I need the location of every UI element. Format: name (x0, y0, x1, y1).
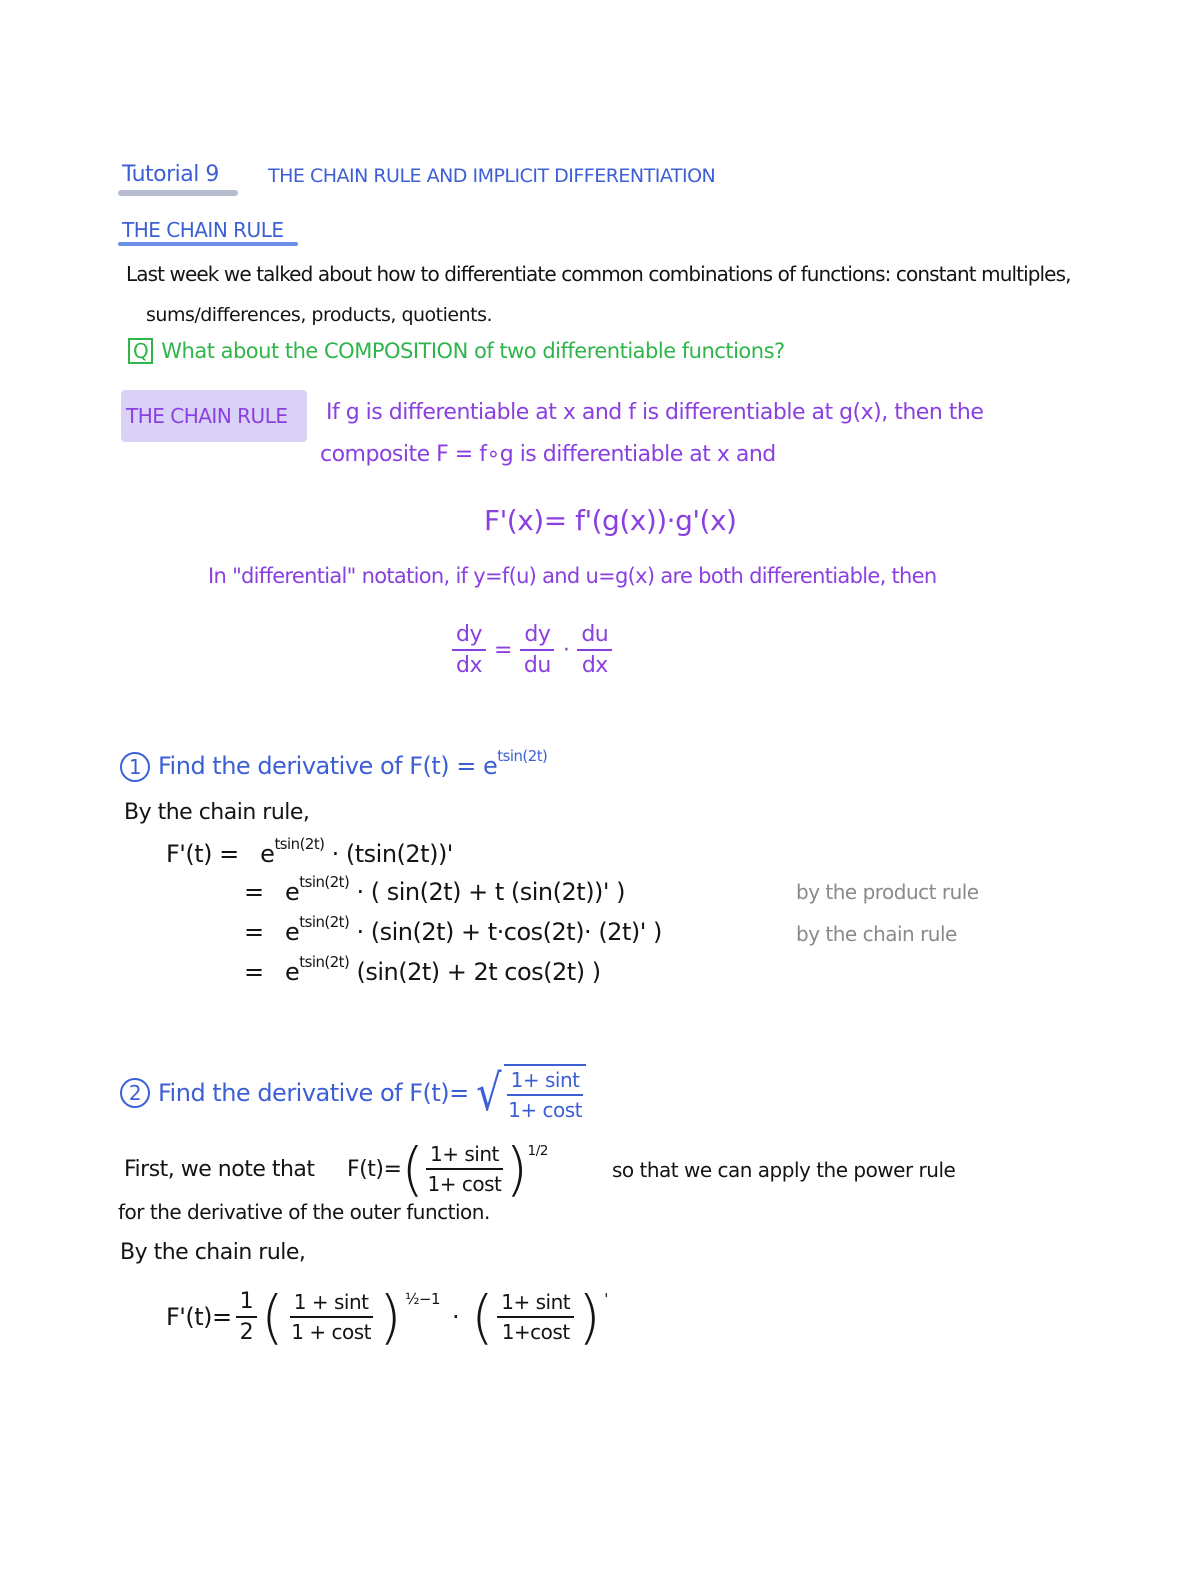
leibniz-formula (452, 622, 612, 678)
intro-line-2: sums/differences, products, quotients. (146, 304, 493, 326)
p1-line-3: = $e^{tsin(2t)} \cdot (\sin(2t) + t\cdot\cos(2t)\cdot (2t)'$ ) (244, 913, 662, 946)
problem-2-prompt: 2 Find the derivative of F(t)= √ $\frac{1+ \sin t}{1+ \cos t}$ (120, 1064, 586, 1122)
section-heading: THE CHAIN RULE (122, 218, 284, 242)
question-marker: Q (128, 338, 153, 364)
problem-2-number: 2 (120, 1078, 150, 1108)
sqrt-expression: √ $\frac{1+ \sin t}{1+ \cos t}$ (473, 1064, 586, 1122)
theorem-line-1: If g is differentiable at x and f is differentiable at g(x), then the (326, 400, 984, 425)
page-title: THE CHAIN RULE AND IMPLICIT DIFFERENTIATION (268, 165, 716, 187)
problem-1-prompt: 1 Find the derivative of $F(t) = e^{tsin(2t)}$ (120, 752, 547, 782)
p2-outer-function-note: for the derivative of the outer function. (118, 1200, 490, 1224)
p1-note-product-rule: by the product rule (796, 880, 979, 904)
dy-dx-fraction: $\frac{dy}{dx}$ (452, 622, 486, 678)
equals-sign: = (493, 637, 512, 663)
p2-final-formula: F'(t)= $\frac{1}{2}$ ( $\frac{1 + \sin t}{1 + \cos t}$ ) $^{\frac{1}{2}-1}$ · ( $\frac{1+ \sin t}{1+\cos t}$ ) ' (166, 1283, 608, 1351)
question-line (128, 338, 785, 364)
leibniz-intro: In "differential" notation, if y=f(u) and u=g(x) are both differentiable, then (208, 564, 937, 588)
du-dx-fraction: $\frac{du}{dx}$ (577, 622, 612, 678)
p2-first-note: First, we note that F(t)= ( $\frac{1+ \sin t}{1+ \cos t}$ ) $^{1/2}$ (124, 1135, 548, 1203)
p2-by-rule: By the chain rule, (120, 1240, 306, 1265)
theorem-line-2: composite F = f∘g is differentiable at x and (320, 442, 776, 467)
dy-du-fraction: $\frac{dy}{du}$ (520, 622, 555, 678)
multiply-dot: · (562, 637, 570, 663)
p1-line-2: = $e^{tsin(2t)}$ · ( sin(2t) + t (sin(2t))' ) (244, 873, 626, 906)
p1-line-1: F'(t) = $e^{tsin(2t)} \cdot (tsin(2t))'$ (166, 835, 453, 868)
tutorial-underline (118, 190, 238, 196)
problem-1-exponent: tsin(2t) (497, 747, 548, 766)
radical-sign: √ (475, 1064, 501, 1122)
problem-1-number: 1 (120, 752, 150, 782)
theorem-label: THE CHAIN RULE (126, 404, 288, 428)
question-text: What about the COMPOSITION of two differentiable functions? (161, 339, 785, 363)
problem-1-by-rule: By the chain rule, (124, 800, 310, 825)
section-underline (118, 242, 298, 246)
p2-power-rule-note: so that we can apply the power rule (612, 1158, 956, 1182)
p1-line-4: = $e^{tsin(2t)}$ (sin(2t) + 2t cos(2t) ) (244, 953, 601, 986)
chain-rule-formula: F'(x)= f'(g(x))·g'(x) (484, 504, 737, 537)
tutorial-label: Tutorial 9 (122, 162, 219, 187)
p1-note-chain-rule: by the chain rule (796, 922, 957, 946)
intro-line-1: Last week we talked about how to differentiate common combinations of functions: constant multiples, (126, 262, 1071, 286)
